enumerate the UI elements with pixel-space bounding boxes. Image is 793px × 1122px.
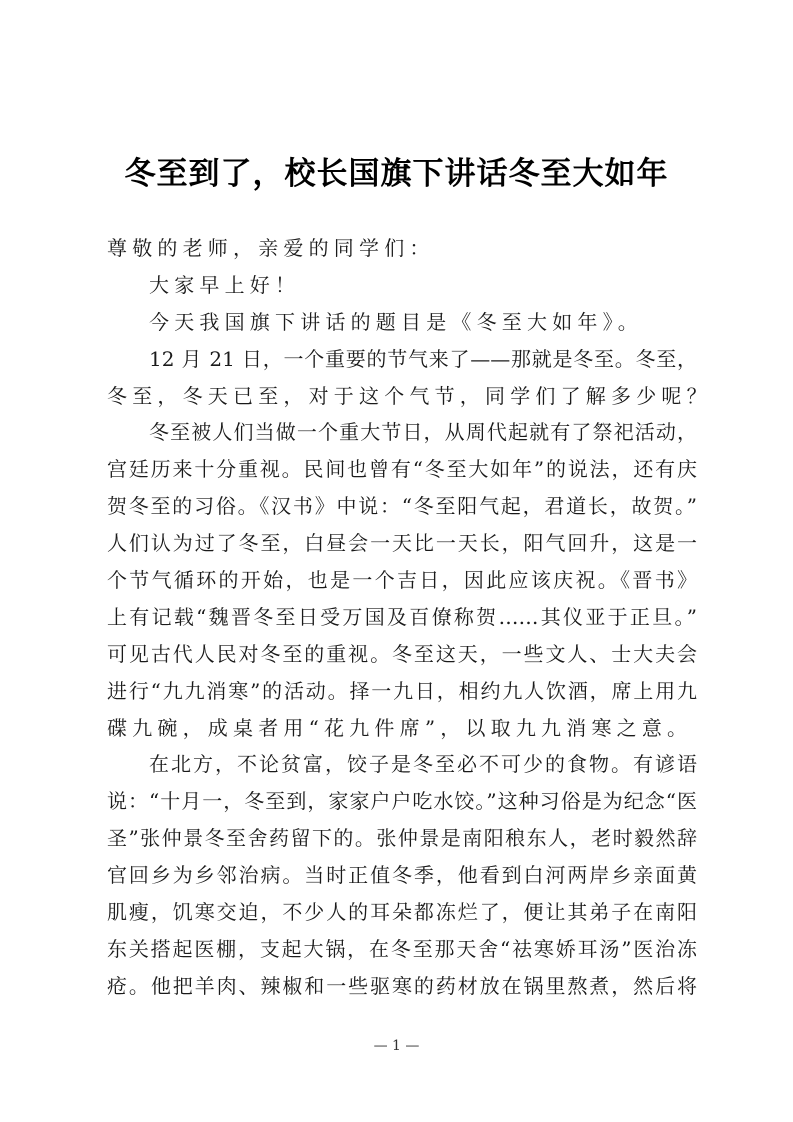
paragraph-line: 可见古代人民对冬至的重视。冬至这天，一些文人、士大夫会: [107, 641, 697, 666]
paragraph-line: 在北方，不论贫富，饺子是冬至必不可少的食物。有谚语: [149, 752, 697, 777]
paragraph-line: 上有记载“魏晋冬至日受万国及百僚称贺……其仪亚于正旦。”: [107, 604, 697, 629]
document-title: 冬至到了，校长国旗下讲话冬至大如年: [124, 156, 669, 192]
paragraph-line: 肌瘦，饥寒交迫，不少人的耳朵都冻烂了，便让其弟子在南阳: [107, 900, 697, 925]
paragraph-line: 疮。他把羊肉、辣椒和一些驱寒的药材放在锅里熬煮，然后将: [107, 973, 697, 998]
paragraph-line: 东关搭起医棚，支起大锅，在冬至那天舍“祛寒娇耳汤”医治冻: [107, 936, 697, 961]
page-number: — 1 —: [373, 1038, 420, 1054]
paragraph-line: 官回乡为乡邻治病。当时正值冬季，他看到白河两岸乡亲面黄: [107, 863, 697, 888]
topic-line: 今天我国旗下讲话的题目是《冬至大如年》。: [149, 309, 643, 334]
paragraph-line: 个节气循环的开始，也是一个吉日，因此应该庆祝。《晋书》: [107, 568, 697, 593]
paragraph-line: 人们认为过了冬至，白昼会一天比一天长，阳气回升，这是一: [107, 531, 697, 556]
paragraph-line: 进行“九九消寒”的活动。择一九日，相约九人饮酒，席上用九: [107, 678, 697, 703]
paragraph-line: 宫廷历来十分重视。民间也曾有“冬至大如年”的说法，还有庆: [107, 457, 697, 482]
document-body: [107, 230, 712, 1005]
paragraph-line: 说：“十月一，冬至到，家家户户吃水饺。”这种习俗是为纪念“医: [107, 789, 697, 814]
paragraph-line: 12 月 21 日，一个重要的节气来了——那就是冬至。冬至，: [149, 346, 697, 371]
paragraph-line: 贺冬至的习俗。《汉书》中说：“冬至阳气起，君道长，故贺。”: [107, 494, 697, 519]
paragraph-line: 冬至被人们当做一个重大节日，从周代起就有了祭祀活动，: [149, 420, 697, 445]
paragraph-line: 冬至，冬天已至，对于这个气节，同学们了解多少呢？: [107, 383, 712, 408]
greeting-line: 大家早上好！: [149, 272, 301, 297]
paragraph-line: 圣”张仲景冬至舍药留下的。张仲景是南阳稂东人，老时毅然辞: [107, 826, 697, 851]
salutation-line: 尊敬的老师，亲爱的同学们：: [107, 236, 435, 260]
paragraph-line: 碟九碗，成桌者用“花九件席”，以取九九消寒之意。: [107, 715, 693, 740]
